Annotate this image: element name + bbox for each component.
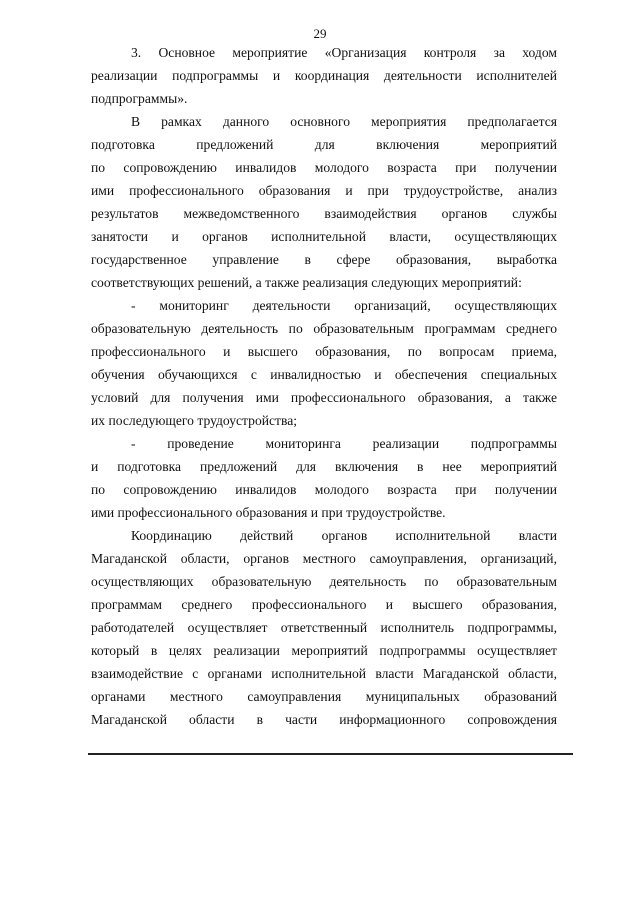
text-line: ими профессионального образования и при трудоустройстве. (91, 505, 446, 520)
text-line: подготовка предложений для включения мероприятий (91, 137, 557, 152)
text-line: по сопровождению инвалидов молодого возраста при получении (91, 482, 557, 497)
page-number: 29 (313, 26, 327, 41)
text-line: государственное управление в сфере образования, выработка (91, 252, 557, 267)
text-line: - проведение мониторинга реализации подпрограммы (131, 436, 557, 451)
text-line: - мониторинг деятельности организаций, осуществляющих (131, 298, 557, 313)
page-bottom-rule (88, 753, 573, 755)
text-line: по сопровождению инвалидов молодого возраста при получении (91, 160, 557, 175)
text-line: профессионального и высшего образования, по вопросам приема, (91, 344, 557, 359)
text-line: программам среднего профессионального и высшего образования, (91, 597, 557, 612)
text-line: ими профессионального образования и при трудоустройстве, анализ (91, 183, 557, 198)
text-line: обучения обучающихся с инвалидностью и обеспечения специальных (91, 367, 557, 382)
text-line: условий для получения ими профессионального образования, а также (91, 390, 557, 405)
text-line: результатов межведомственного взаимодействия органов службы (91, 206, 557, 221)
text-line: подпрограммы». (91, 91, 188, 106)
text-line: работодателей осуществляет ответственный исполнитель подпрограммы, (91, 620, 557, 635)
text-line: реализации подпрограммы и координация деятельности исполнителей (91, 68, 557, 83)
text-line: органами местного самоуправления муниципальных образований (91, 689, 557, 704)
text-line: их последующего трудоустройства; (91, 413, 298, 428)
text-line: В рамках данного основного мероприятия предполагается (131, 114, 557, 129)
text-line: Координацию действий органов исполнительной власти (131, 528, 557, 543)
text-line: и подготовка предложений для включения в нее мероприятий (91, 459, 557, 474)
text-line: образовательную деятельность по образовательным программам среднего (91, 321, 557, 336)
text-line: занятости и органов исполнительной власти, осуществляющих (91, 229, 557, 244)
text-line: Магаданской области, органов местного самоуправления, организаций, (91, 551, 557, 566)
text-line: осуществляющих образовательную деятельность по образовательным (91, 574, 557, 589)
text-line: соответствующих решений, а также реализация следующих мероприятий: (91, 275, 522, 290)
text-line: 3. Основное мероприятие «Организация контроля за ходом (131, 45, 557, 60)
text-line: взаимодействие с органами исполнительной власти Магаданской области, (91, 666, 557, 681)
text-line: который в целях реализации мероприятий подпрограммы осуществляет (91, 643, 557, 658)
text-line: Магаданской области в части информационного сопровождения (91, 712, 557, 727)
